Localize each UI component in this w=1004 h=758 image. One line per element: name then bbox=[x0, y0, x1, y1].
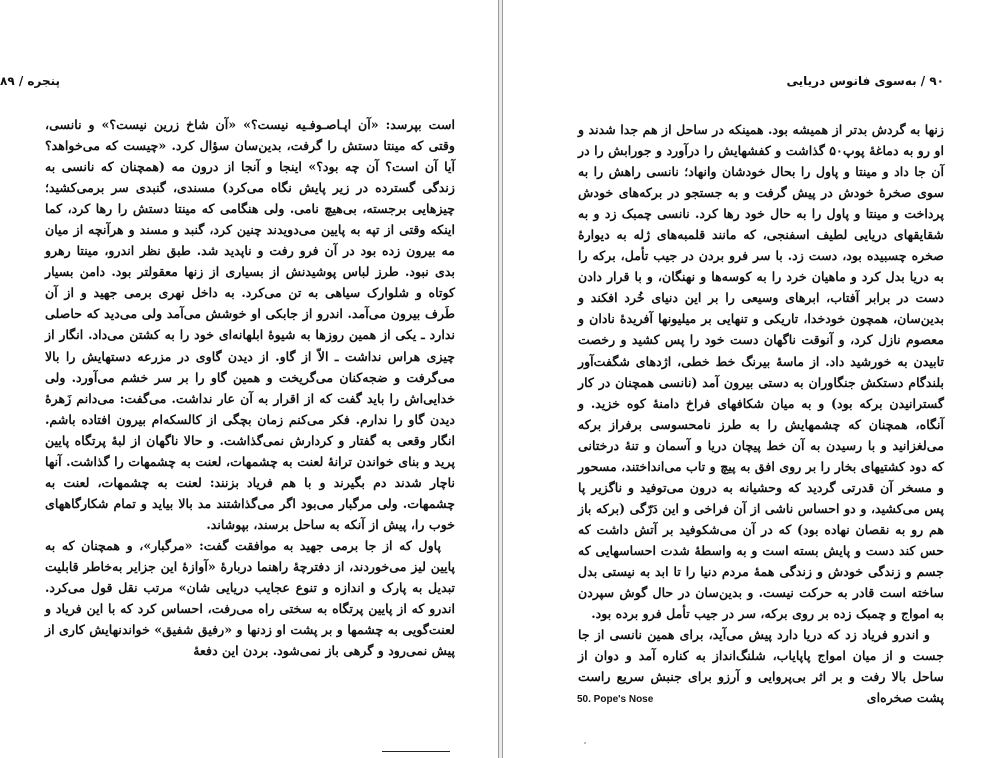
paragraph: و اندرو فریاد زد که دریا دارد پیش می‌آید، برای همین نانسی از جا جست و از میان امواج پاپایاب، شلنگ‌انداز به کناره آمد و دوان از ساحل بالا رفت و بر اثر بی‌پروایی و آرزو برای جنبش سریع راست پشت صخره‌ای bbox=[578, 627, 944, 706]
page-body bbox=[578, 119, 944, 708]
paragraph: زنها به گردش بدتر از همیشه بود. همینکه در ساحل از هم جدا شدند و او رو به دماغهٔ پوپ۵۰ گذاشت و کفشهایش را درآورد و جورابش را در آن جا داد و مینتا و پاول را بحال خودشان وانهاد؛ نانسی راهش را به سوی صخرهٔ خودش در پیش گرفت و به جستجو در برکه‌های خودش پرداخت و مینتا و پاول را به حال خود رها کرد. نانسی چمبک زد و به شقایقهای دریایی لطیف اسفنجی، که مانند قلمبه‌های ژله به دیوارهٔ صخره چسبیده بود، دست زد. با سر فرو بردن در جیب تأمل، برکه را به دریا بدل کرد و ماهیان خرد را به کوسه‌ها و نهنگان، و با قرار دادن دست در برابر آفتاب، ابرهای وسیعی را بر این دنیای خُرد افکند و بدین‌سان، همچون خودخدا، تاریکی و تنهایی بر میلیونها آفریدهٔ نادان و معصوم نازل کرد، و آنوقت ناگهان دست خود را پس کشید و رخصت تابیدن به خورشید داد. از ماسهٔ بیرنگ خط خطی، اژدهای شگفت‌آور بلندگام دستکش جنگاوران به دستی بیرون آمد (نانسی همچنان در کار گسترانیدن برکه بود) و به میان شکافهای فراخ دامنهٔ کوه خزید. و آنگاه، همچنان که چشمهایش را به طرز نامحسوسی برفراز برکه می‌لغزانید و با رسیدن به آن خط پیچان دریا و آسمان و تنهٔ درختانی که دود کشتیهای بخار را بر روی افق به پیچ و تاب می‌انداختند، مسحور و مسخر آن قدرتی گردید که وحشیانه به درون می‌توفید و ناگزیر پا پس می‌کشید، و دو احساس ناشی از آن فراخی و این دَرّگی (برکه باز هم رو به نقصان نهاده بود) که در آن می‌شکوفید بر آتش داشت که حس کند دست و پایش بسته است و به واسطهٔ شدت احساسهایی که جسم و زندگی خودش و زندگی همهٔ مردم دنیا را تا ابد به نیستی بدل ساخته است قادر به حرکت نیست. و بدین‌سان در حال گوش سپردن به امواج و چمبک زده بر روی برکه، سر در جیب تأمل فرو برده بود. bbox=[578, 122, 945, 622]
page-header bbox=[0, 74, 452, 88]
paragraph: پاول که از جا برمی جهید به موافقت گفت: «مرگبار»، و همچنان که به پایین لیز می‌خوردند، از دفترچهٔ راهنما دربارهٔ «آوازهٔ این جزایر به‌خاطر قابلیت تبدیل به پارک و اندازه و تنوع عجایب دریایی شان» مرتب نقل قول می‌کرد. اندرو که از پایین پرتگاه به سختی راه می‌رفت، احساس کرد که با این فریاد و لعنت‌گویی به چشمها و بر پشت او زدنها و «رفیق شفیق» خواندنهایش کاری از پیش نمی‌رود و گرهی باز نمی‌شود. بردن این دفعهٔ bbox=[45, 537, 455, 659]
paragraph: است بپرسد: «آن اپـاصـوفـیه نیست؟» «آن شاخ زرین نیست؟» و نانسی، وقتی که مینتا دستش را گرفت، بدین‌سان سؤال کرد. «چیست که می‌خواهد؟ آیا آن است؟ آن چه بود؟» اینجا و آنجا از درون مه (همچنان که نانسی به زندگی گسترده در زیر پایش نگاه می‌کرد) مسندی، گنبدی سر برمی‌کشید؛ چیزهایی برجسته، بی‌هیچ نامی. ولی هنگامی که مینتا دستش را رها کرد، کما اینکه وقتی از تپه به پایین می‌دویدند چنین کرد، گنبد و مسند و هرآنچه از میان مه بیرون زده بود در آن فرو رفت و ناپدید شد. طبق نظر اندرو، مینتا رهرو بدی نبود. طرز لباس پوشیدنش از بسیاری از زنها معقولتر بود. دامن بسیار کوتاه و شلوارک سیاهی به تن می‌کرد. به داخل نهری برمی جهید و از آن طَرف بیرون می‌آمد. اندرو از جابکی او خوشش می‌آمد ولی می‌دید که حاصلی ندارد ـ یکی از همین روزها به شیوهٔ ابلهانه‌ای خود را به کشتن می‌داد. انگار از چیزی هراس نداشت ـ الاّ از گاو. از دیدن گاوی در مزرعه دستهایش را بالا می‌گرفت و ضجه‌کنان می‌گریخت و همین گاو را بر سر خشم می‌آورد. ولی خدایی‌اش را باید گفت که از اقرار به آن عار نداشت. می‌گفت: می‌دانم زَهرهٔ دیدن گاو را ندارم. فکر می‌کنم زمان بچگی از کالسکه‌ام بیرون افتاده باشم. انگار وقعی به گفتار و کردارش نمی‌گذاشت. و حالا ناگهان از لبهٔ پرتگاه پایین پرید و بنای خواندن ترانهٔ لعنت به چشمهات، لعنت به چشمهات را گذاشت. آنها ناچار شدند دم بگیرند و با هم فریاد بزنند: لعنت به چشمهات، لعنت به چشمهات. ولی مرگبار می‌بود اگر می‌گذاشتند مد بالا بیاید و تمام شکارگاههای خوب را، پیش از آنکه به ساحل برسند، بپوشاند. bbox=[45, 117, 455, 532]
scan-speck bbox=[584, 742, 586, 744]
footnote: 50. Pope's Nose bbox=[577, 694, 654, 705]
page-header-text: پنجره / ۸۹ bbox=[0, 74, 60, 88]
left-page bbox=[0, 0, 498, 758]
page-body bbox=[45, 114, 455, 661]
right-page bbox=[503, 0, 1004, 758]
page-header-text: ۹۰ / به‌سوی فانوس دریایی bbox=[786, 74, 944, 88]
page-header bbox=[575, 74, 944, 88]
page-bottom-rule bbox=[382, 751, 450, 752]
